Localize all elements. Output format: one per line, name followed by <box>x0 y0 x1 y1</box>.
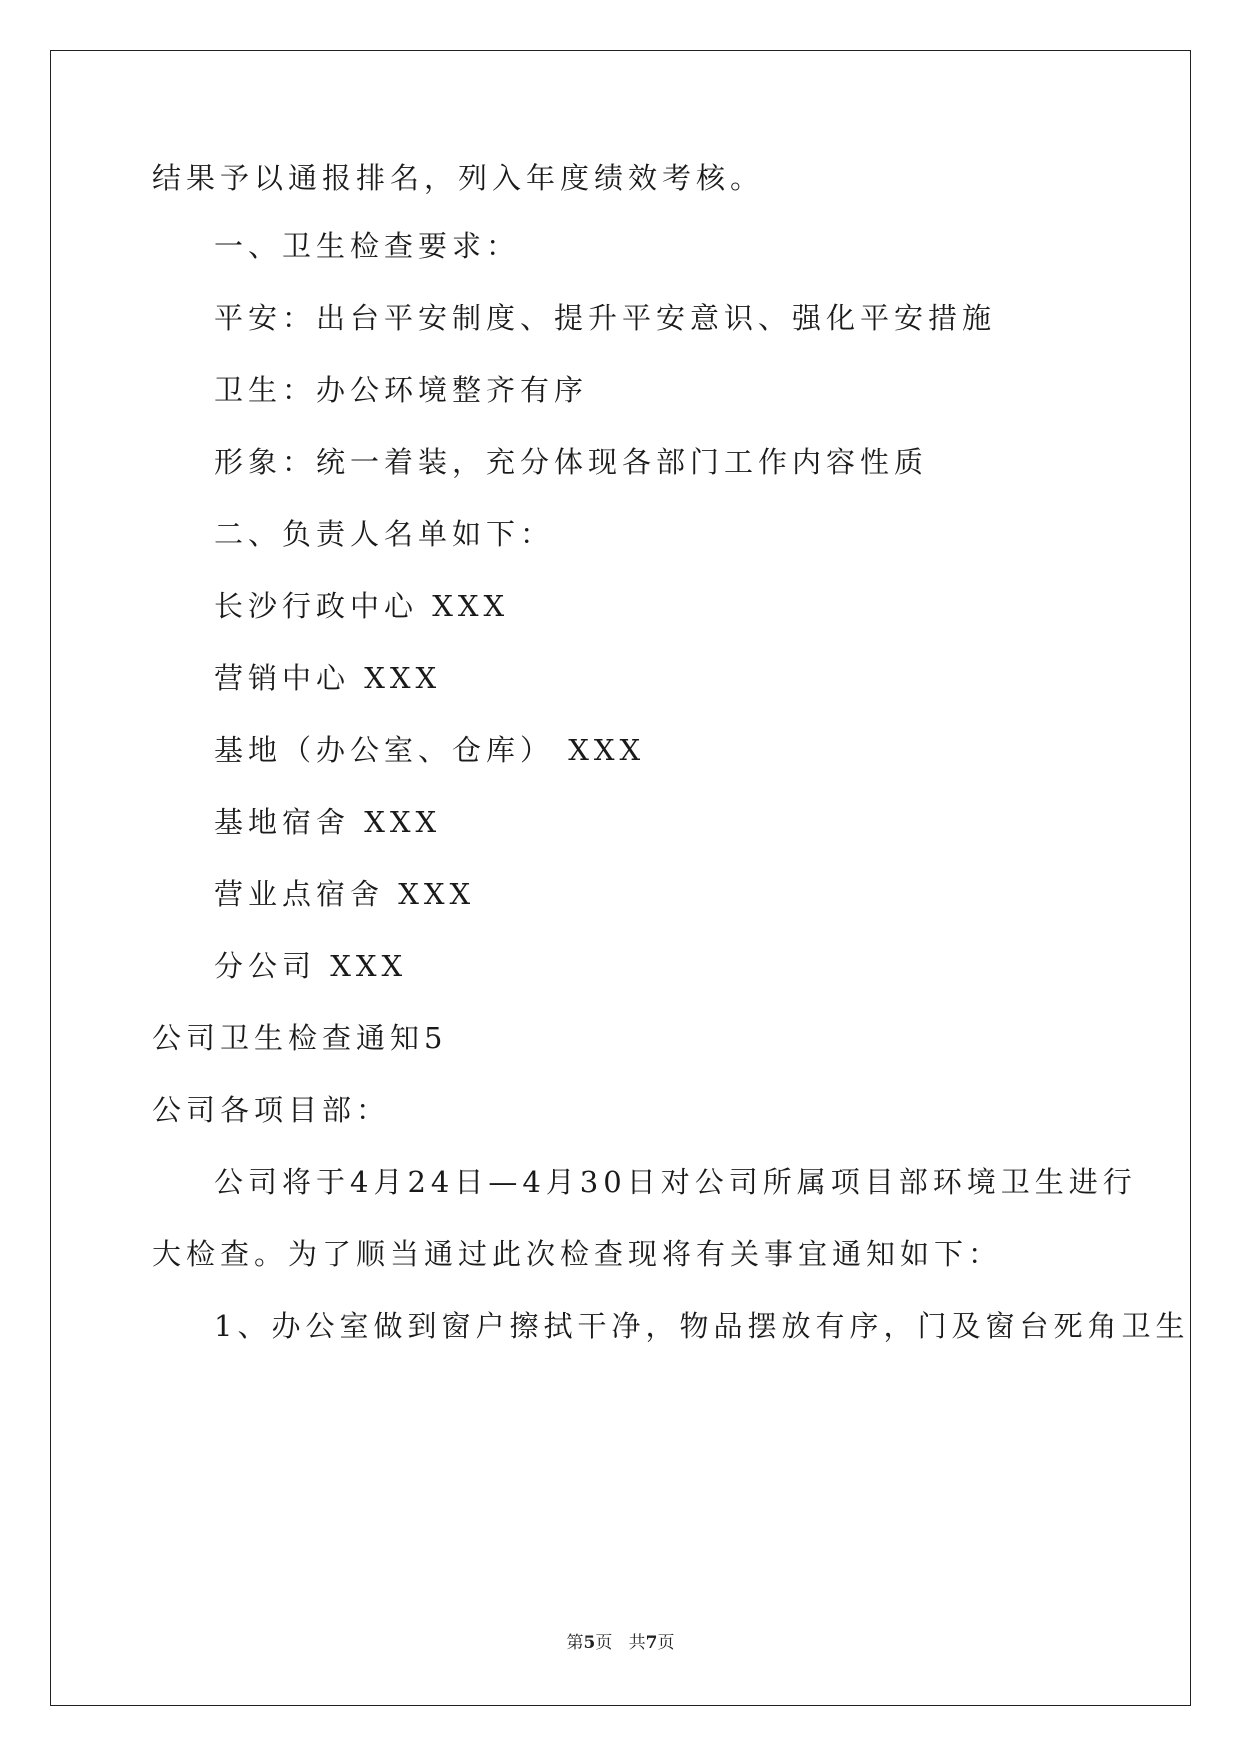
total-pages: 7 <box>645 1633 658 1653</box>
footer-suffix: 页 <box>657 1633 675 1653</box>
body-text-line: 大检查。为了顺当通过此次检查现将有关事宜通知如下： <box>152 1237 1003 1271</box>
list-item: 基地（办公室、仓库） XXX <box>214 733 646 767</box>
footer-prefix: 第 <box>566 1633 584 1653</box>
document-title: 公司卫生检查通知5 <box>152 1021 448 1055</box>
list-item: 营销中心 XXX <box>214 661 442 695</box>
list-item: 长沙行政中心 XXX <box>214 589 510 623</box>
body-text-line: 平安：出台平安制度、提升平安意识、强化平安措施 <box>214 301 997 335</box>
salutation: 公司各项目部： <box>152 1093 391 1127</box>
body-text-line: 公司将于4月24日—4月30日对公司所属项目部环境卫生进行 <box>214 1165 1137 1199</box>
body-text-line: 结果予以通报排名，列入年度绩效考核。 <box>152 161 765 195</box>
footer-mid: 页 共 <box>595 1633 646 1653</box>
section-heading: 一、卫生检查要求： <box>214 229 521 263</box>
list-item: 营业点宿舍 XXX <box>214 877 476 911</box>
list-item: 分公司 XXX <box>214 949 408 983</box>
body-text-line: 形象：统一着装，充分体现各部门工作内容性质 <box>214 445 929 479</box>
body-text-line: 1、办公室做到窗户擦拭干净，物品摆放有序，门及窗台死角卫生 <box>214 1309 1190 1343</box>
page-footer <box>0 1628 1241 1653</box>
body-text-line: 卫生：办公环境整齐有序 <box>214 373 589 407</box>
section-heading: 二、负责人名单如下： <box>214 517 555 551</box>
page-number: 5 <box>583 1633 596 1653</box>
list-item: 基地宿舍 XXX <box>214 805 442 839</box>
